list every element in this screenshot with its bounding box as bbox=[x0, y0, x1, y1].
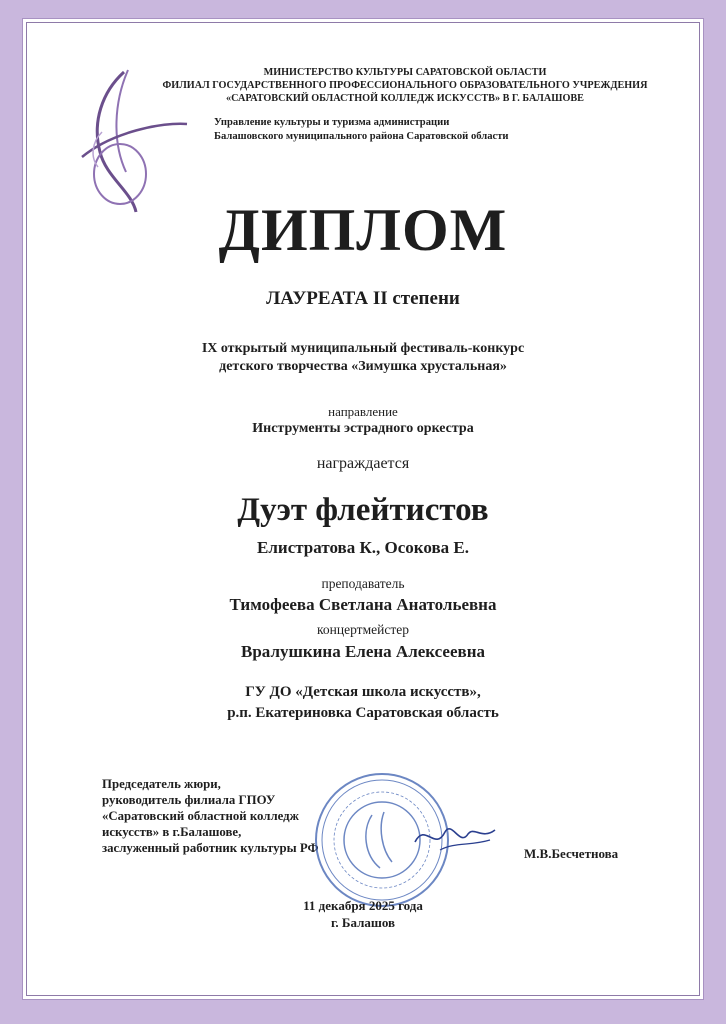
accompanist-name: Вралушкина Елена Алексеевна bbox=[241, 642, 485, 661]
diploma-title: ДИПЛОМ bbox=[218, 197, 508, 263]
issue-date: 11 декабря 2025 года bbox=[303, 898, 423, 913]
accompanist-label: концертмейстер bbox=[317, 622, 409, 637]
winner-members: Елистратова К., Осокова Е. bbox=[257, 538, 469, 557]
laureate-degree: ЛАУРЕАТА II степени bbox=[266, 288, 460, 309]
jury-line-4: искусств» в г.Балашове, bbox=[102, 825, 242, 839]
direction-label: направление bbox=[328, 404, 398, 419]
header-line-3: «САРАТОВСКИЙ ОБЛАСТНОЙ КОЛЛЕДЖ ИСКУССТВ» В Г. БАЛАШОВЕ bbox=[226, 93, 584, 104]
signature-icon bbox=[410, 812, 500, 862]
jury-line-2: руководитель филиала ГПОУ bbox=[102, 793, 276, 807]
issue-city: г. Балашов bbox=[330, 915, 396, 930]
direction-value: Инструменты эстрадного оркестра bbox=[252, 421, 474, 436]
awarded-label: награждается bbox=[316, 455, 410, 472]
ministry-header bbox=[160, 66, 650, 105]
school-line-2: р.п. Екатериновка Саратовская область bbox=[227, 705, 499, 721]
winner-name: Дуэт флейтистов bbox=[237, 492, 489, 528]
header-line-2: ФИЛИАЛ ГОСУДАРСТВЕННОГО ПРОФЕССИОНАЛЬНОГО ОБРАЗОВАТЕЛЬНОГО УЧРЕЖДЕНИЯ bbox=[162, 80, 648, 91]
school-line-1: ГУ ДО «Детская школа искусств», bbox=[245, 684, 481, 700]
header-line-1: МИНИСТЕРСТВО КУЛЬТУРЫ САРАТОВСКОЙ ОБЛАСТИ bbox=[263, 67, 547, 78]
admin-line-1: Управление культуры и туризма администрации bbox=[214, 117, 450, 128]
jury-line-5: заслуженный работник культуры РФ bbox=[102, 841, 319, 855]
jury-line-3: «Саратовский областной колледж bbox=[102, 809, 299, 823]
festival-line-2: детского творчества «Зимушка хрустальная» bbox=[219, 359, 507, 374]
administration-header bbox=[214, 116, 614, 144]
school-name bbox=[26, 682, 700, 724]
teacher-label: преподаватель bbox=[321, 576, 405, 591]
festival-name bbox=[26, 340, 700, 376]
signer-name: М.В.Бесчетнова bbox=[524, 846, 619, 861]
jury-line-1: Председатель жюри, bbox=[102, 777, 221, 791]
teacher-name: Тимофеева Светлана Анатольевна bbox=[229, 595, 497, 614]
festival-line-1: IX открытый муниципальный фестиваль-конкурс bbox=[201, 341, 525, 356]
admin-line-2: Балашовского муниципального района Саратовской области bbox=[214, 131, 509, 142]
